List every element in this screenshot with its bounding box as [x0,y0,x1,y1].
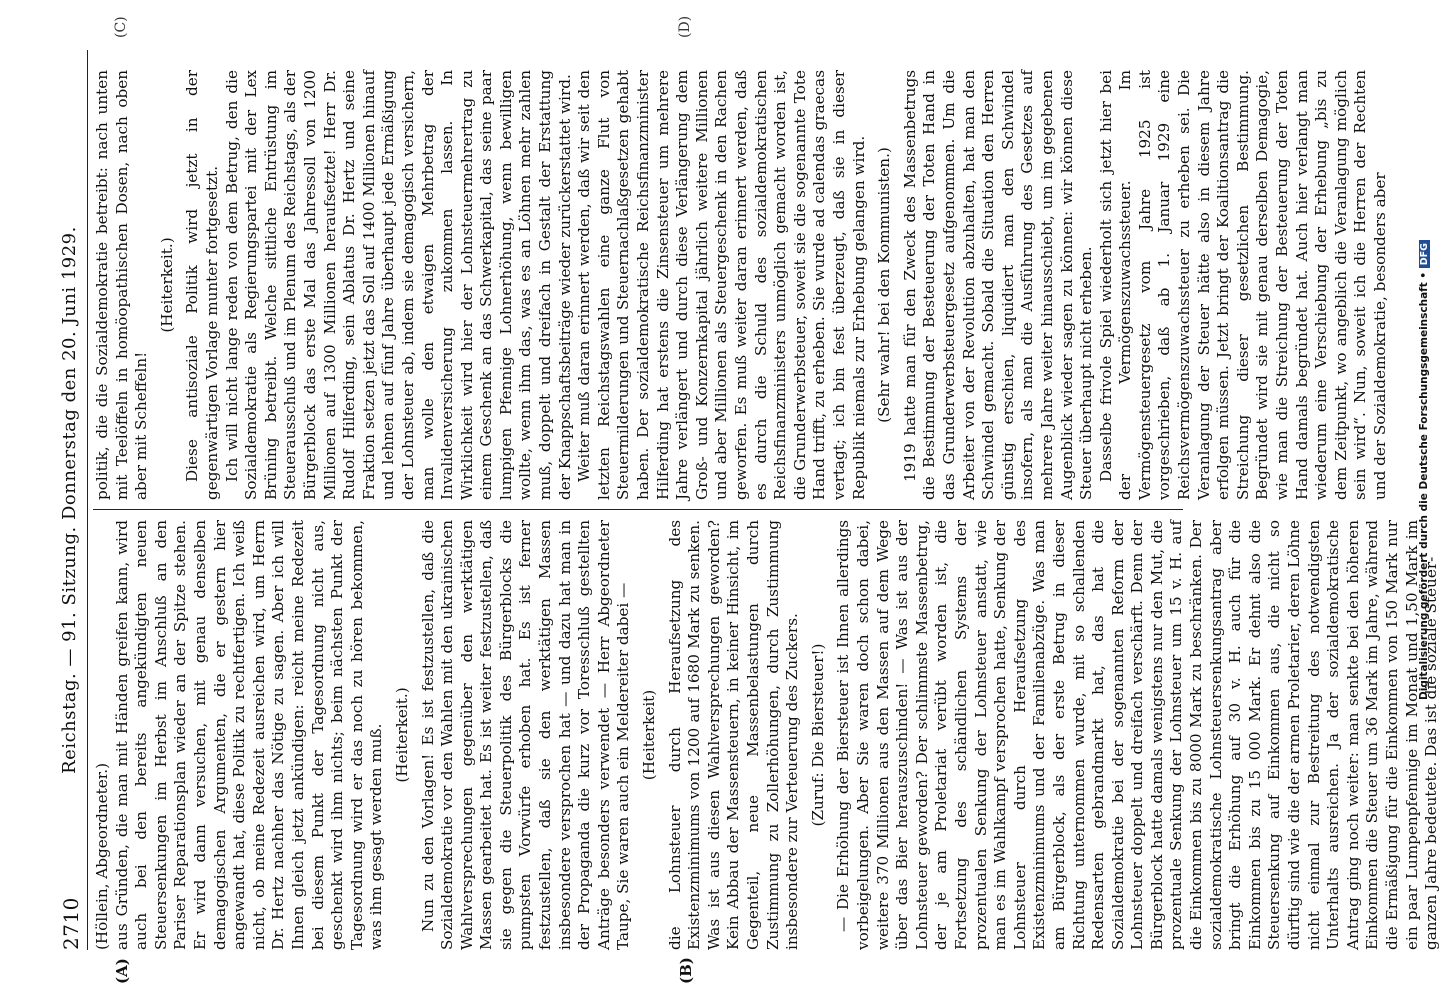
interjection: (Heiterkeit.) [392,687,411,783]
interjection: (Zuruf: Die Biersteuer!) [808,643,827,827]
paragraph: Ich will nicht lange reden von dem Betrug, den die Sozialdemokratie als Regierungspartei mit der Lex Brüning betreibt. Welche sittliche Entrüstung im Steuerausschuß und im Plenum des Reichstags, als der Bürgerblock das erste Mal das Jahressoll von 1200 Millionen auf 1300 Millionen heraufsetzte! Herr Dr. Rudolf Hilferding, sein Ablatus Dr. Hertz und seine Fraktion setzen jetzt das Soll auf 1400 Millionen hinauf und lehnen auf fünf Jahre überhaupt jede Ermäßigung der Lohnsteuer ab, indem sie demagogisch versichern, man wolle den etwaigen Mehrbetrag der Invalidenversicherung zukommen lassen. In Wirklichkeit wird hier der Lohnsteuermehrertrag zu einem Geschenk an das Schwerkapital, das seine paar lumpigen Pfennige Lohnerhöhung, wenn bewilligen wollte, wenn ihm das, was es an Löhnen mehr zahlen muß, doppelt und dreifach in Gestalt der Erstattung der Knappschaftsbeiträge wieder zurückerstattet wird. [222,70,574,500]
paragraph: die Lohnsteuer durch Heraufsetzung des Existenzminimums von 1200 auf 1680 Mark zu senken. Was ist aus diesen Wahlversprechungen geworden? Kein Abbau der Massensteuern, in keiner Hinsicht, im Gegenteil, neue Massenbelastungen durch Zustimmung zu Zollerhöhungen, durch Zustimmung insbesondere zur Verteuerung des Zuckers. [665,520,802,950]
margin-marker-b: (B) [677,957,695,984]
interjection: (Heiterkeit) [640,689,659,781]
margin-marker-a: (A) [113,958,131,984]
page-number: 2710 [59,897,83,950]
page-header [57,50,91,950]
paragraph: aus Gründen, die man mit Händen greifen kann, wird auch bei den bereits angekündigten neuen Steuersenkungen im Herbst im Anschluß an den Pariser Reparationsplan wieder an der Spitze stehen. Er wird dann versuchen, mit genau denselben demagogischen Argumenten, die er gestern hier angewandt hat, diese Politik zu rechtfertigen. Ich weiß nicht, ob meine Redezeit ausreichen wird, um Herrn Dr. Hertz nachher das Nötige zu sagen. Aber ich will Ihnen gleich jetzt ankündigen: reicht meine Redezeit bei diesem Punkt der Tagesordnung nicht aus, geschenkt wird ihm nichts; beim nächsten Punkt der Tagesordnung wird er das noch zu hören bekommen, was ihm gesagt werden muß. [112,520,386,950]
dfg-logo: DFG [1419,240,1430,268]
side-note-text [1418,10,1430,700]
speaker-label: (Höllein, Abgeordneter.) [93,762,111,950]
paragraph: Dasselbe frivole Spiel wiederholt sich jetzt hier bei der Vermögenszuwachssteuer. Im Vermögensteuergesetz vom Jahre 1925 ist vorgeschrieben, daß ab 1. Januar 1929 eine Reichsvermögenszuwachssteuer zu erheben sei. Die Veranlagung der Steuer hätte also in diesem Jahre erfolgen müssen. Jetzt bringt der Koalitionsantrag die Streichung dieser gesetzlichen Bestimmung. Begründet wird sie mit genau derselben Demagogie, wie man die Streichung der Besteuerung der Toten Hand damals begründet hat. Auch hier verlangt man wiederum eine Verschiebung der Erhebung „bis zu dem Zeitpunkt, wo angeblich die Veranlagung möglich sein wird“. Nun, soweit ich die Herren der Rechten und der Sozialdemokratie, besonders aber [1096,70,1389,500]
column-divider [93,509,1183,510]
paragraph: — Die Erhöhung der Biersteuer ist Ihnen allerdings vorbeigelungen. Aber Sie waren doch schon dabei, weitere 370 Millionen aus den Massen auf dem Wege über das Bier herauszuschinden! — Was ist aus der Lohnsteuer geworden? Der schlimmste Massenbetrug, der je am Proletariat verübt worden ist, die Fortsetzung des schändlichen Systems der prozentualen Senkung der Lohnsteuer anstatt, wie man es im Wahlkampf versprochen hatte, Senkung der Lohnsteuer durch Heraufsetzung des Existenzminimums und der Familienabzüge. Was man am Bürgerblock, als der erste Betrug in dieser Richtung unternommen wurde, mit so schallenden Redensarten gebrandmarkt hat, das hat die Sozialdemokratie bei der sogenannten Reform der Lohnsteuer doppelt und dreifach verschärft. Denn der Bürgerblock hatte damals wenigstens nur den Mut, die prozentuale Senkung der Lohnsteuer um 15 v. H. auf die Einkommen bis zu 8000 Mark zu beschränken. Der sozialdemokratische Lohnsteuersenkungsantrag aber bringt die Erhöhung auf 30 v. H. auch für die Einkommen bis zu 15 000 Mark. Er dehnt also die Steuersenkung auf Einkommen aus, die nicht so dürftig sind wie die der armen Proletarier, deren Löhne nicht einmal zur Bestreitung des notwendigsten Unterhalts ausreichen. Ja der sozialdemokratische Antrag ging noch weiter: man senkte bei den höheren Einkommen die Steuer um 36 Mark im Jahre, während die Ermäßigung für die Einkommen von 150 Mark nur ein paar Lumpenpfennige im Monat und 1,50 Mark im ganzen Jahre bedeutete. Das ist die soziale Steuer- [834,520,1441,950]
paragraph: Weiter muß daran erinnert werden, daß wir seit den letzten Reichstagswahlen eine ganze Flut von Steuermilderungen und Steuernachlaßgesetzen gehabt haben. Der sozialdemokratische Reichsfinanzminister Hilferding hat erstens die Zinsensteuer um mehrere Jahre verlängert und durch diese Verlängerung dem Groß- und Konzernkapital jährlich weitere Millionen und aber Millionen als Steuergeschenk in den Rachen geworfen. Es muß weiter daran erinnert werden, daß es durch die Schuld des sozialdemokratischen Reichsfinanzministers unmöglich gemacht worden ist, die Grunderwerbsteuer, soweit sie die sogenannte Tote Hand trifft, zu erheben. Sie wurde ad calendas graecas vertagt; ich bin fest überzeugt, daß sie in dieser Republik niemals zur Erhebung gelangen wird. [575,70,868,500]
margin-marker-d: (D) [677,15,693,38]
paragraph: Diese antisoziale Politik wird jetzt in der gegenwärtigen Vorlage munter fortgesetzt. [183,70,221,500]
left-column [93,520,1441,950]
digitization-credit: Digitalisierung gefördert durch die Deutsche Forschungsgemeinschaft • [1418,271,1430,700]
running-title: Reichstag. — 91. Sitzung. Donnerstag den 20. Juni 1929. [59,226,80,774]
header-rule [87,50,88,950]
right-column [93,70,1389,500]
interjection: (Heiterkeit.) [157,237,176,333]
paragraph: 1919 hatte man für den Zweck des Massenbetrugs die Bestimmung der Besteuerung der Toten Hand in das Grunderwerbsteuergesetz aufgenommen. Um die Arbeiter von der Revolution abzuhalten, hat man den Schwindel gemacht. Sobald die Situation den Herren günstig erschien, liquidiert man den Schwindel insofern, als man die Ausführung des Gesetzes auf mehrere Jahre weiter hinausschiebt, um im gegebenen Augenblick wieder sagen zu können: wir können diese Steuer überhaupt nicht erheben. [900,70,1096,500]
paragraph: politik, die die Sozialdemokratie betreibt: nach unten mit Teelöffeln in homöopathischen Dosen, nach oben aber mit Scheffeln! [93,70,151,500]
margin-marker-c: (C) [113,16,129,38]
paragraph: Nun zu den Vorlagen! Es ist festzustellen, daß die Sozialdemokratie vor den Wahlen mit den ukrainischen Wahlversprechungen gegenüber den werktätigen Massen gearbeitet hat. Es ist weiter festzustellen, daß sie gegen die Steuerpolitik des Bürgerblocks die pumpsten Vorwürfe erhoben hat. Es ist ferner festzustellen, daß sie den werktätigen Massen insbesondere versprochen hat — und dazu hat man in der Propaganda die kurz vor Toresschluß gestellten Anträge besonders verwendet — Herr Abgeordneter Taupe, Sie waren auch ein Meldereiter dabei — [418,520,633,950]
interjection: (Sehr wahr! bei den Kommunisten.) [875,147,894,423]
side-note [1415,0,1434,1000]
